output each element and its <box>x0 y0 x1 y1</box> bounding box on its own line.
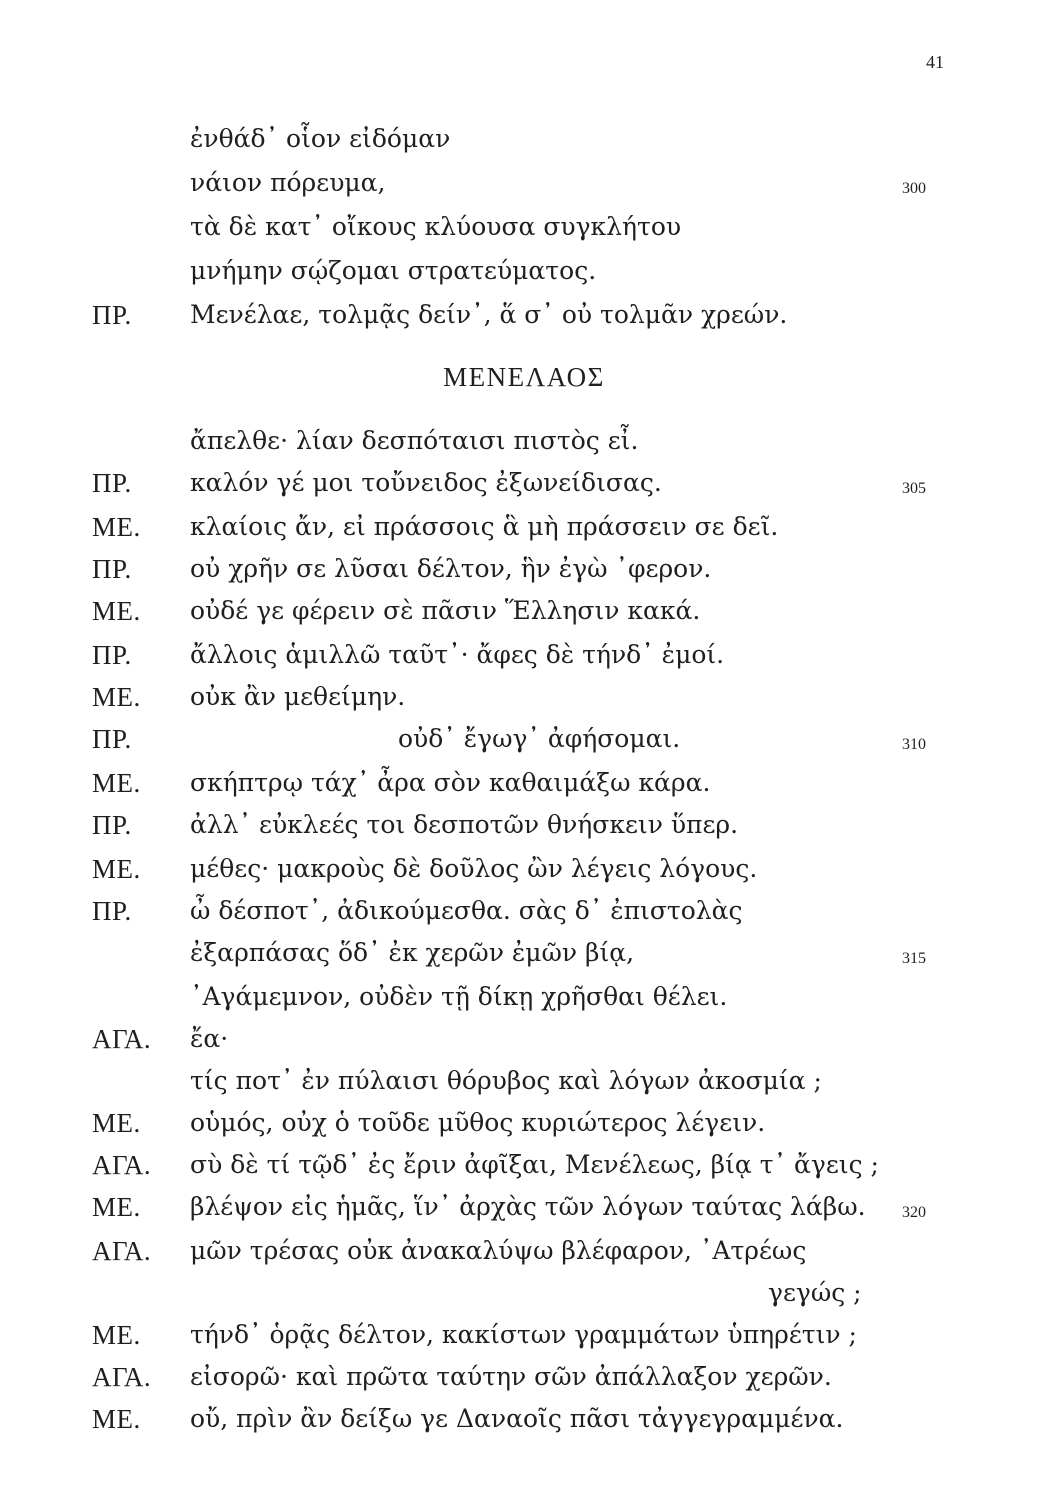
verse-line <box>0 1060 1048 1102</box>
verse-text: ἀλλ᾽ εὐκλεές τοι δεσποτῶν θνήσκειν ὕπερ. <box>190 810 739 839</box>
speaker-label: ΠΡ. <box>92 640 132 670</box>
verse-text: ἐνθάδ᾽ οἷον εἰδόμαν <box>190 124 451 153</box>
speaker-label: ΜΕ. <box>92 1320 141 1350</box>
speaker-label: ΑΓΑ. <box>92 1150 152 1180</box>
verse-text: μῶν τρέσας οὐκ ἀνακαλύψω βλέφαρον, ᾿Ατρέως <box>190 1236 807 1265</box>
verse-line <box>0 634 1048 676</box>
verse-line <box>0 206 1048 248</box>
verse-line <box>0 250 1048 292</box>
verse-line <box>0 1144 1048 1186</box>
verse-text: Μενέλαε, τολμᾷς δείν᾽, ἅ σ᾽ οὐ τολμᾶν χρεών. <box>190 300 788 329</box>
speaker-label: ΜΕ. <box>92 1108 141 1138</box>
speaker-label: ΑΓΑ. <box>92 1024 152 1054</box>
line-number: 320 <box>902 1204 926 1221</box>
verse-text: οὐ χρῆν σε λῦσαι δέλτον, ἣν ἐγὼ ᾿φερον. <box>190 554 712 583</box>
verse-text: μέθες· μακροὺς δὲ δοῦλος ὢν λέγεις λόγους. <box>190 854 758 883</box>
verse-line <box>0 1356 1048 1398</box>
verse-line <box>0 1018 1048 1060</box>
verse-line <box>0 804 1048 846</box>
verse-text: οὐδ᾽ ἔγωγ᾽ ἀφήσομαι. <box>398 724 681 753</box>
speaker-label: ΜΕ. <box>92 512 141 542</box>
verse-text: γεγώς ; <box>768 1278 862 1307</box>
verse-text: τήνδ᾽ ὁρᾷς δέλτον, κακίστων γραμμάτων ὑπηρέτιν ; <box>190 1320 857 1349</box>
verse-line <box>0 1186 1048 1228</box>
verse-text: τίς ποτ᾽ ἐν πύλαισι θόρυβος καὶ λόγων ἀκοσμία ; <box>190 1066 822 1095</box>
verse-text: καλόν γέ μοι τοὔνειδος ἐξωνείδισας. <box>190 468 662 497</box>
verse-text: οὐκ ἂν μεθείμην. <box>190 682 406 711</box>
verse-line <box>0 932 1048 974</box>
verse-line <box>0 718 1048 760</box>
speaker-label: ΑΓΑ. <box>92 1362 152 1392</box>
speaker-label: ΜΕ. <box>92 596 141 626</box>
line-number: 305 <box>902 480 926 497</box>
verse-line <box>0 762 1048 804</box>
verse-text: μνήμην σῴζομαι στρατεύματος. <box>190 256 597 285</box>
verse-text: ἐξαρπάσας ὅδ᾽ ἐκ χερῶν ἐμῶν βίᾳ, <box>190 938 635 967</box>
speaker-label: ΠΡ. <box>92 810 132 840</box>
verse-line <box>0 506 1048 548</box>
verse-text: ἄλλοις ἁμιλλῶ ταῦτ᾽· ἄφες δὲ τήνδ᾽ ἐμοί. <box>190 640 725 669</box>
verse-text: κλαίοις ἄν, εἰ πράσσοις ἃ μὴ πράσσειν σε δεῖ. <box>190 512 779 541</box>
verse-line <box>0 462 1048 504</box>
verse-text: σκήπτρῳ τάχ᾽ ἆρα σὸν καθαιμάξω κάρα. <box>190 768 711 797</box>
verse-line <box>0 1398 1048 1440</box>
verse-text: νάιον πόρευμα, <box>190 168 386 197</box>
verse-line <box>0 294 1048 336</box>
verse-line <box>0 1272 1048 1314</box>
speaker-label: ΜΕ. <box>92 1404 141 1434</box>
verse-line <box>0 976 1048 1018</box>
speaker-label: ΜΕ. <box>92 682 141 712</box>
speaker-label: ΜΕ. <box>92 1192 141 1222</box>
verse-line <box>0 590 1048 632</box>
speaker-label: ΠΡ. <box>92 468 132 498</box>
line-number: 310 <box>902 736 926 753</box>
verse-text: ᾿Αγάμεμνον, οὐδὲν τῇ δίκῃ χρῆσθαι θέλει. <box>190 982 728 1011</box>
verse-text: βλέψον εἰς ἡμᾶς, ἵν᾽ ἀρχὰς τῶν λόγων ταύτας λάβω. <box>190 1192 866 1221</box>
line-number: 315 <box>902 950 926 967</box>
line-number: 300 <box>902 180 926 197</box>
character-heading: ΜΕΝΕΛΑΟΣ <box>443 362 605 392</box>
page-number: 41 <box>926 52 944 72</box>
speaker-label: ΜΕ. <box>92 854 141 884</box>
verse-line <box>0 420 1048 462</box>
speaker-label: ΜΕ. <box>92 768 141 798</box>
verse-text: τὰ δὲ κατ᾽ οἴκους κλύουσα συγκλήτου <box>190 212 682 241</box>
verse-text: οὐδέ γε φέρειν σὲ πᾶσιν Ἕλλησιν κακά. <box>190 596 701 625</box>
speaker-label: ΠΡ. <box>92 554 132 584</box>
verse-line <box>0 162 1048 204</box>
verse-line <box>0 548 1048 590</box>
verse-text: ἄπελθε· λίαν δεσπόταισι πιστὸς εἶ. <box>190 426 639 455</box>
verse-line <box>0 1102 1048 1144</box>
verse-text: εἰσορῶ· καὶ πρῶτα ταύτην σῶν ἀπάλλαξον χερῶν. <box>190 1362 832 1391</box>
verse-line <box>0 118 1048 160</box>
speaker-label: ΠΡ. <box>92 724 132 754</box>
speaker-label: ΠΡ. <box>92 300 132 330</box>
verse-line <box>0 1230 1048 1272</box>
verse-text: οὔ, πρὶν ἂν δείξω γε Δαναοῖς πᾶσι τἀγγεγραμμένα. <box>190 1404 844 1433</box>
verse-text: οὑμός, οὐχ ὁ τοῦδε μῦθος κυριώτερος λέγειν. <box>190 1108 766 1137</box>
verse-line <box>0 676 1048 718</box>
speaker-label: ΑΓΑ. <box>92 1236 152 1266</box>
verse-line <box>0 890 1048 932</box>
verse-text: ὦ δέσποτ᾽, ἀδικούμεσθα. σὰς δ᾽ ἐπιστολὰς <box>190 896 743 925</box>
verse-text: σὺ δὲ τί τῷδ᾽ ἐς ἔριν ἀφῖξαι, Μενέλεως, βίᾳ τ᾽ ἄγεις ; <box>190 1150 879 1179</box>
verse-line <box>0 848 1048 890</box>
speaker-label: ΠΡ. <box>92 896 132 926</box>
verse-text: ἔα· <box>190 1024 229 1053</box>
verse-line <box>0 1314 1048 1356</box>
